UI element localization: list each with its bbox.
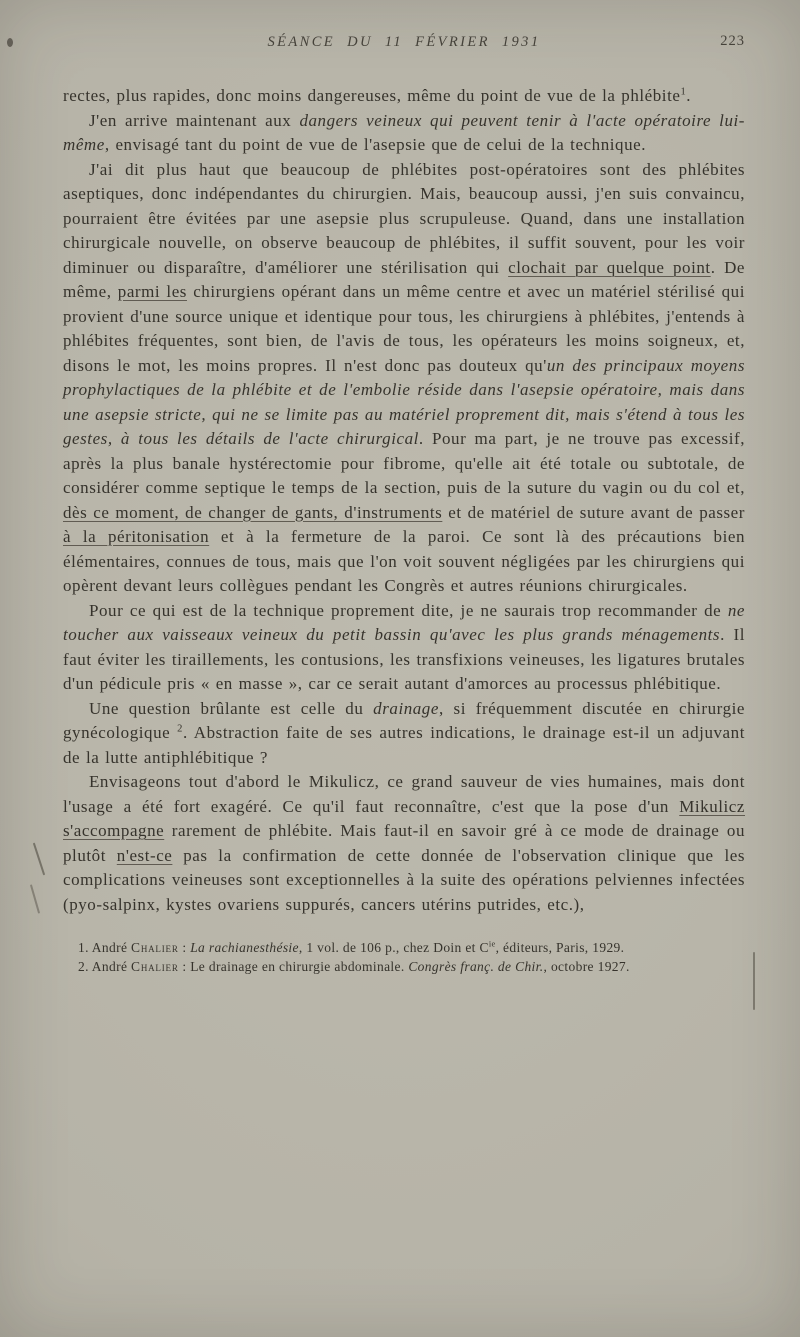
- footnote: [63, 958, 745, 977]
- text-segment: . Il faut éviter les tiraillements, les contusions, les transfixions veineuses, les ligatures brutales d'un pédicule pris « en masse », car ce serait autant d'amorces au processus phlébitique.: [63, 625, 745, 693]
- text-segment: : Le drainage en chirurgie abdominale.: [178, 958, 409, 974]
- pencil-mark-left-margin: [33, 843, 45, 876]
- text-segment: rectes, plus rapides, donc moins dangereuses, même du point de vue de la phlébite: [63, 86, 681, 105]
- text-segment: et de matériel de suture avant de passer: [442, 502, 745, 522]
- text-segment: n'est-ce: [116, 845, 173, 865]
- text-segment: dès ce moment, de changer de gants, d'instruments: [63, 502, 443, 522]
- text-segment: clochait par quelque point: [508, 257, 711, 277]
- scan-speck: [7, 38, 13, 47]
- text-segment: chirurgiens opérant dans un même centre et avec un matériel stérilisé qui provient d'une source unique et identique pour tous, les chirurgiens à phlébites, j'entends à phlébites fréquentes, sont bien, de l'avis de tous, les opérateurs les moins soigneux, et, disons le mot, les moins propres. Il n'est donc pas douteux qu': [63, 282, 745, 375]
- pencil-mark-left-margin: [30, 884, 40, 913]
- text-segment: ne toucher aux vaisseaux veineux du petit bassin qu'avec les plus grands ménagements: [63, 600, 745, 644]
- text-segment: dangers veineux qui peuvent tenir à l'acte opératoire lui-même: [63, 110, 745, 154]
- text-segment: drainage: [373, 698, 439, 718]
- paragraph: [63, 697, 745, 771]
- text-segment: Pour ce qui est de la technique proprement dite, je ne saurais trop recommander de: [89, 600, 728, 620]
- page-number: 223: [720, 33, 745, 49]
- paragraph: [63, 599, 745, 697]
- footnote-reference: 2: [177, 723, 183, 735]
- text-segment: Envisageons tout d'abord le Mikulicz, ce grand sauveur de vies humaines, mais dont l'usage a été fort exagéré. Ce qu'il faut reconnaître, c'est que la pose d'un: [63, 772, 745, 816]
- footnote-reference: 1: [680, 86, 687, 98]
- text-segment: Une question brûlante est celle du: [89, 698, 374, 718]
- text-segment: pas la confirmation de cette donnée de l'observation clinique que les complications veineuses sont exceptionnelles à la suite des opérations pelviennes infectées (pyo-salpinx, kystes ovariens suppurés, cancers utérins putrides, etc.),: [63, 845, 745, 914]
- body-text: [63, 84, 745, 917]
- text-segment: Chalier: [131, 958, 179, 974]
- text-segment: un des principaux moyens prophylactiques de la phlébite et de l'embolie réside dans l'asepsie opératoire, mais dans une asepsie stricte, qui ne se limite pas au matériel proprement dit, mais s'étend à tous les gestes, à tous les détails de l'acte chirurgical: [63, 355, 745, 448]
- text-segment: .: [686, 86, 692, 105]
- text-segment: rarement de phlébite. Mais faut-il en savoir gré à ce mode de drainage ou plutôt: [63, 821, 745, 865]
- text-segment: La rachianesthésie: [190, 940, 299, 955]
- footnote-reference: ie: [488, 939, 496, 949]
- text-segment: , envisagé tant du point de vue de l'asepsie que de celui de la technique.: [104, 135, 647, 154]
- paragraph: [63, 84, 745, 109]
- text-segment: , octobre 1927.: [543, 958, 630, 974]
- footnote: [63, 939, 745, 958]
- text-segment: à la péritonisation: [63, 527, 210, 546]
- text-segment: J'ai dit plus haut que beaucoup de phlébites post-opératoires sont des phlébites aseptiques, donc indépendantes du chirurgien. Mais, beaucoup aussi, j'en suis convaincu, pourraient être évitées par une asepsie plus scrupuleuse. Quand, dans une installation chirurgicale nouvelle, on observe beaucoup de phlébites, il suffit souvent, pour les voir diminuer ou disparaître, d'améliorer une stérilisation qui: [63, 159, 745, 277]
- page-header: [63, 33, 745, 55]
- text-segment: Mikulicz s'accompagne: [63, 796, 745, 840]
- footnotes: [63, 939, 745, 976]
- text-segment: . Pour ma part, je ne trouve pas excessif, après la plus banale hystérectomie pour fibrome, qu'elle ait été totale ou subtotale, de considérer comme septique le temps de la section, puis de la suture du vagin ou du col et,: [63, 429, 745, 497]
- text-segment: , éditeurs, Paris, 1929.: [495, 940, 625, 955]
- text-column: [63, 84, 745, 976]
- paragraph: [63, 158, 745, 599]
- running-head-title: SÉANCE DU 11 FÉVRIER 1931: [267, 34, 541, 50]
- text-segment: parmi les: [117, 282, 187, 301]
- pencil-mark-right-margin: [753, 952, 755, 1010]
- text-segment: 1. André: [78, 940, 132, 955]
- text-segment: J'en arrive maintenant aux: [89, 110, 300, 130]
- text-segment: . Abstraction faite de ses autres indications, le drainage est-il un adjuvant de la lutte antiphlébitique ?: [63, 723, 745, 767]
- text-segment: Congrès franç. de Chir.: [408, 958, 544, 974]
- paragraph: [63, 770, 745, 917]
- text-segment: . De même,: [63, 257, 745, 301]
- text-segment: Chalier: [131, 940, 179, 955]
- text-segment: et à la fermeture de la paroi. Ce sont là des précautions bien élémentaires, connues de tous, mais que l'on voit souvent négligées par les chirurgiens qui opèrent devant leurs collègues pendant les Congrès et autres réunions chirurgicales.: [63, 527, 745, 595]
- text-segment: 2. André: [78, 958, 132, 974]
- text-segment: , si fréquemment discutée en chirurgie gynécologique: [63, 698, 745, 742]
- text-segment: , 1 vol. de 106 p., chez Doin et C: [298, 940, 489, 955]
- paragraph: [63, 109, 745, 158]
- text-segment: :: [178, 940, 191, 955]
